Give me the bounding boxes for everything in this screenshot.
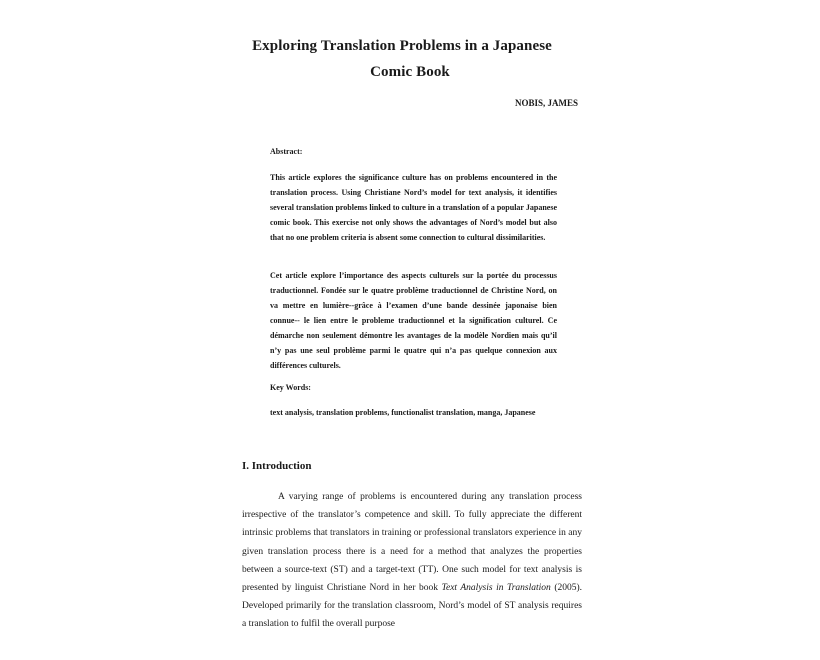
author-name: NOBIS, JAMES	[514, 98, 578, 108]
intro-text-part-2: (2005). Developed primarily for the translation classroom, Nord’s model of ST analysis requires a translation to fulfil the overall purpose	[242, 583, 583, 630]
section-heading: I. Introduction	[242, 460, 312, 472]
paper-title-line-1: Exploring Translation Problems in a Japanese	[252, 38, 552, 54]
intro-book-title: Text Analysis in Translation	[441, 583, 551, 594]
abstract-label: Abstract:	[270, 147, 303, 156]
introduction-paragraph	[242, 488, 582, 634]
keywords-label: Key Words:	[270, 383, 311, 392]
keywords-list: text analysis, translation problems, functionalist translation, manga, Japanese	[270, 408, 536, 417]
paper-title-line-2: Comic Book	[370, 64, 450, 80]
abstract-english: This article explores the significance culture has on problems encountered in the translation process. Using Christiane Nord’s model for text analysis, it identifies several translation problems linked to culture in a translation of a popular Japanese comic book. This exercise not only shows the advantages of Nord’s model but also that no one problem criteria is absent some connection to cultural dissimilarities.	[270, 173, 557, 242]
intro-text-part-1: A varying range of problems is encountered during any translation process irrespective of the translator’s competence and skill. To fully appreciate the different intrinsic problems that translators in training or professional translators experience in any given translation process there is a need for a method that analyzes the properties between a source-text (ST) and a target-text (TT). One such model for text analysis is presented by linguist Christiane Nord in her book	[242, 492, 582, 594]
abstract-french: Cet article explore l’importance des aspects culturels sur la portée du processus traductionnel. Fondée sur le quatre problème traductionnel de Christine Nord, on va mettre en lumière--grâce à l’examen d’une bande dessinée japonaise bien connue-- le lien entre le probleme traductionnel et la signification culturel. Ce démarche non seulement démontre les avantages de la modèle Nordien mais qu’il n’y pas une seul problème parmi le quatre qui n’a pas quelque connexion aux différences culturels.	[270, 271, 557, 370]
